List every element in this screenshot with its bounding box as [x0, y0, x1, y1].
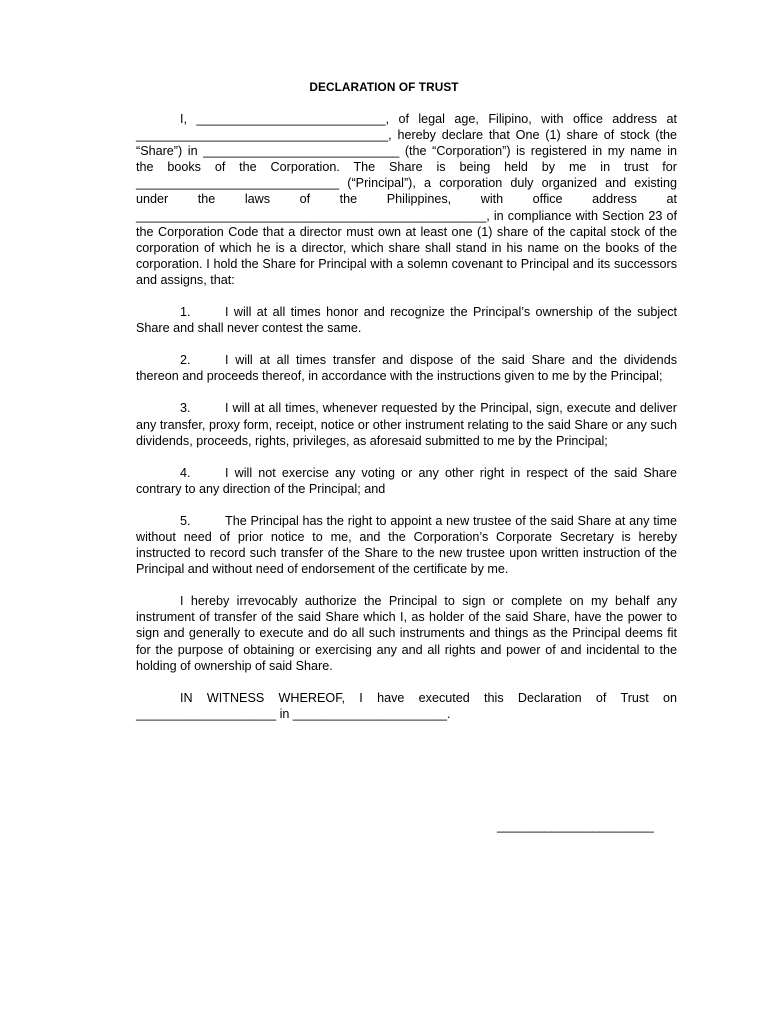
item-number: 4. — [180, 465, 191, 480]
list-item — [136, 513, 677, 577]
witness-paragraph: IN WITNESS WHEREOF, I have executed this Declaration of Trust on ____________________ in ______________________. — [136, 690, 677, 721]
authorization-paragraph: I hereby irrevocably authorize the Principal to sign or complete on my behalf any instrument of transfer of the said Share which I, as holder of the said Share, have the power to sign and generally to execute and do all such instruments and things as the Principal deems fit for the purpose of obtaining or exercising any and all rights and power of and incidental to the holding of ownership of said Share. — [136, 594, 677, 673]
item-text: I will at all times, whenever requested by the Principal, sign, execute and deliver any transfer, proxy form, receipt, notice or other instrument relating to the said Share or any such dividends, proceeds, rights, privileges, as aforesaid submitted to me by the Principal; — [136, 401, 677, 448]
item-number: 3. — [180, 401, 191, 416]
list-item — [136, 304, 677, 336]
signature-line: _______________________ — [497, 819, 654, 833]
intro-paragraph: I, ___________________________, of legal age, Filipino, with office address at ____________________________________, hereby declare that One (1) share of stock (the “Share”) in ____________________________ (the “Corporation”) is registered in my name in the books of the Corporation. The Share is being held by me in trust for _____________________________ (“Principal”), a corporation duly organized and existing under the laws of the Philippines, with office address at __________________________________________________, in compliance with Section 23 of the Corporation Code that a director must own at least one (1) share of the capital stock of the corporation of which he is a director, which share shall stand in his name on the books of the corporation. I hold the Share for Principal with a solemn covenant to Principal and its successors and assigns, that: — [136, 112, 677, 287]
document-title: DECLARATION OF TRUST — [309, 80, 459, 94]
item-number: 2. — [180, 353, 191, 368]
list-item — [136, 352, 677, 384]
document-body — [136, 111, 677, 738]
item-text: I will at all times honor and recognize the Principal’s ownership of the subject Share and shall never contest the same. — [136, 305, 677, 336]
item-text: I will at all times transfer and dispose of the said Share and the dividends thereon and proceeds thereof, in accordance with the instructions given to me by the Principal; — [136, 353, 677, 384]
list-item — [136, 465, 677, 497]
item-number: 1. — [180, 305, 191, 320]
item-number: 5. — [180, 513, 191, 528]
list-item — [136, 400, 677, 448]
item-text: The Principal has the right to appoint a new trustee of the said Share at any time without need of prior notice to me, and the Corporation’s Corporate Secretary is hereby instructed to record such transfer of the Share to the new trustee upon written instruction of the Principal and without need of endorsement of the certificate by me. — [136, 513, 677, 577]
item-text: I will not exercise any voting or any other right in respect of the said Share contrary to any direction of the Principal; and — [136, 465, 677, 496]
